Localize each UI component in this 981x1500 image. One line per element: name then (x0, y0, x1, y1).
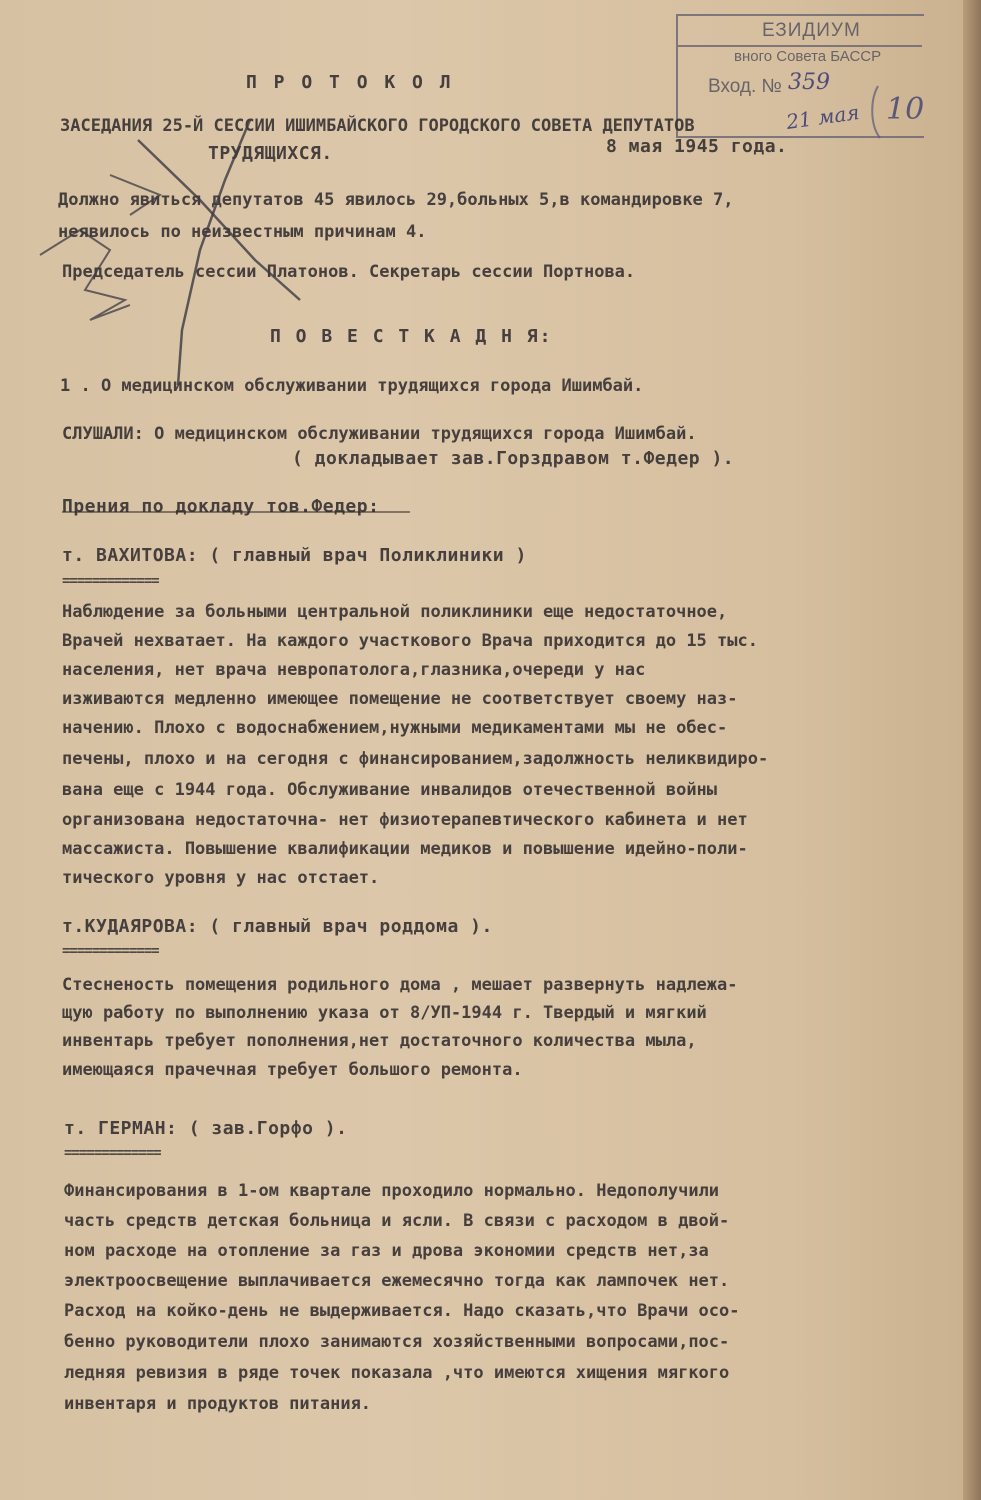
speaker-3-name: т. ГЕРМАН: ( зав.Горфо ). (64, 1118, 348, 1139)
margin-bracket (872, 86, 880, 138)
agenda-title: П О В Е С Т К А Д Н Я: (270, 326, 553, 347)
header-line-2-left: ТРУДЯЩИХСЯ. (208, 143, 333, 164)
document-title: П Р О Т О К О Л (246, 72, 454, 93)
speaker-2-underline: ============= (62, 943, 159, 959)
speaker-3-text-line: электроосвещение выплачивается ежемесячно тогда как лампочек нет. (64, 1271, 730, 1291)
speaker-2-text-line: имеющаяся прачечная требует большого ремонта. (62, 1060, 523, 1080)
stamp-line-2: вного Совета БАССР (734, 48, 882, 65)
agenda-item-1: 1 . О медицинском обслуживании трудящихся города Ишимбай. (60, 376, 644, 396)
header-line-1: ЗАСЕДАНИЯ 25-Й СЕССИИ ИШИМБАЙСКОГО ГОРОДСКОГО СОВЕТА ДЕПУТАТОВ (60, 116, 695, 136)
stamp-number: 359 (788, 70, 830, 95)
speaker-1-text-line: организована недостаточна- нет физиотерапевтического кабинета и нет (62, 810, 748, 830)
speaker-2-text-line: Стесненость помещения родильного дома , мешает развернуть надлежа- (62, 975, 738, 995)
speaker-3-text-line: ледняя ревизия в ряде точек показала ,что имеются хищения мягкого (64, 1363, 730, 1383)
stamp-line-3: Вход. № (708, 76, 782, 97)
speaker-1-text-line: тического уровня у нас отстает. (62, 868, 380, 888)
speaker-3-text-line: часть средств детская больница и ясли. В связи с расходом в двой- (64, 1211, 730, 1231)
speaker-1-name: т. ВАХИТОВА: ( главный врач Поликлиники ) (62, 545, 527, 566)
heard-line-1: СЛУШАЛИ: О медицинском обслуживании трудящихся города Ишимбай. (62, 424, 697, 444)
speaker-1-text-line: Врачей нехватает. На каждого участкового Врача приходится до 15 тыс. (62, 631, 758, 651)
speaker-1-text-line: населения, нет врача невропатолога,глазника,очереди у нас (62, 660, 646, 680)
speaker-1-text-line: вана еще с 1944 года. Обслуживание инвалидов отечественной войны (62, 780, 718, 800)
stamp-date: 21 мая (784, 99, 861, 135)
scribble-mark (40, 230, 130, 320)
strike-through-x-line-1 (138, 140, 300, 300)
speaker-3-underline: ============= (64, 1145, 161, 1161)
strike-through-x-line-2 (178, 120, 250, 385)
speaker-2-text-line: щую работу по выполнению указа от 8/УП-1944 г. Твердый и мягкий (62, 1003, 707, 1023)
speaker-3-text-line: инвентаря и продуктов питания. (64, 1394, 372, 1414)
session-officers: Председатель сессии Платонов. Секретарь сессии Портнова. (62, 262, 636, 282)
speaker-1-text-line: начению. Плохо с водоснабжением,нужными медикаментами мы не обес- (62, 718, 728, 738)
attendance-line-2: неявилось по неизвестным причинам 4. (58, 222, 427, 242)
speaker-1-text-line: массажиста. Повышение квалификации медиков и повышение идейно-поли- (62, 839, 748, 859)
speaker-1-text-line: печены, плохо и на сегодня с финансированием,задолжность неликвидиро- (62, 749, 769, 769)
header-date: 8 мая 1945 года. (606, 136, 788, 157)
stamp-line-1: ЕЗИДИУМ (762, 20, 861, 41)
heard-line-2: ( докладывает зав.Горздравом т.Федер ). (292, 448, 735, 469)
speaker-1-text-line: изживаются медленно имеющее помещение не соответствует своему наз- (62, 689, 738, 709)
speaker-2-text-line: инвентарь требует пополнения,нет достаточного количества мыла, (62, 1031, 697, 1051)
speaker-3-text-line: ном расходе на отопление за газ и дрова экономии средств нет,за (64, 1241, 709, 1261)
scribble-mark (110, 175, 160, 215)
speaker-3-text-line: бенно руководители плохо занимаются хозяйственными вопросами,пос- (64, 1332, 730, 1352)
debate-title: Прения по докладу тов.Федер: (62, 496, 380, 517)
speaker-2-name: т.КУДАЯРОВА: ( главный врач роддома ). (62, 916, 493, 937)
speaker-3-text-line: Расход на койко-день не выдерживается. Надо сказать,что Врачи осо- (64, 1301, 740, 1321)
margin-page-mark: 10 (886, 92, 925, 127)
speaker-1-text-line: Наблюдение за больными центральной поликлиники еще недостаточное, (62, 602, 728, 622)
speaker-3-text-line: Финансирования в 1-ом квартале проходило нормально. Недополучили (64, 1181, 720, 1201)
attendance-line-1: Должно явиться депутатов 45 явилось 29,больных 5,в командировке 7, (58, 190, 734, 210)
speaker-1-underline: ============= (62, 573, 159, 589)
